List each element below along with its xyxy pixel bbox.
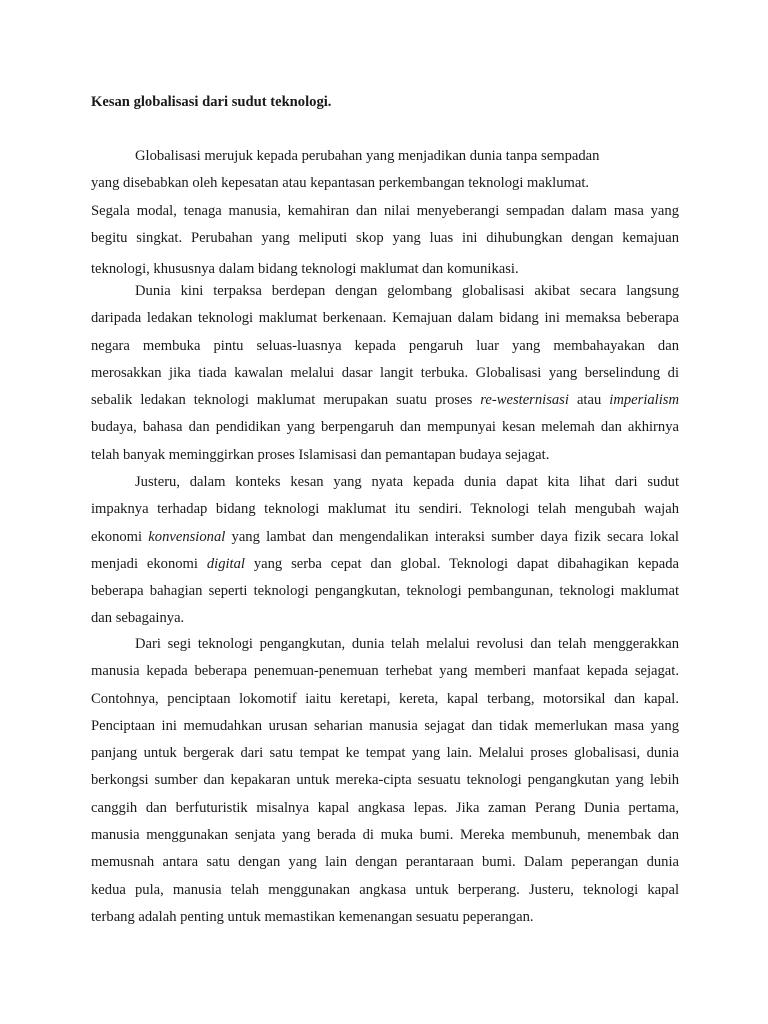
paragraph-3 (91, 472, 679, 636)
text-line: panjang untuk bergerak dari satu tempat ke tempat yang lain. Melalui proses globalisasi, dunia (91, 745, 679, 762)
text-line: begitu singkat. Perubahan yang meliputi skop yang luas ini dihubungkan dengan kemajuan (91, 229, 679, 246)
text-line: berkongsi sumber dan kepakaran untuk mereka-cipta sesuatu teknologi pengangkutan yang lebih (91, 772, 679, 789)
text-line: manusia kepada beberapa penemuan-penemuan terhebat yang memberi manfaat kepada sejagat. (91, 663, 679, 680)
text-line: Segala modal, tenaga manusia, kemahiran dan nilai menyeberangi sempadan dalam masa yang (91, 202, 679, 219)
text-segment: ekonomi (91, 528, 149, 545)
text-line: Globalisasi merujuk kepada perubahan yang menjadikan dunia tanpa sempadan (135, 148, 600, 164)
text-line-mixed (91, 527, 679, 554)
text-line: beberapa bahagian seperti teknologi pengangkutan, teknologi pembangunan, teknologi maklumat (91, 583, 679, 600)
text-line: daripada ledakan teknologi maklumat berkenaan. Kemajuan dalam bidang ini memaksa beberapa (91, 310, 679, 327)
text-line: Justeru, dalam konteks kesan yang nyata kepada dunia dapat kita lihat dari sudut (135, 474, 679, 490)
text-segment: menjadi ekonomi (91, 555, 207, 572)
text-segment: atau (568, 392, 610, 409)
text-line: yang disebabkan oleh kepesatan atau kepantasan perkembangan teknologi maklumat. (91, 175, 590, 192)
text-segment: yang lambat dan mengendalikan interaksi sumber daya fizik secara lokal (225, 528, 679, 545)
text-line: impaknya terhadap bidang teknologi maklumat itu sendiri. Teknologi telah mengubah wajah (91, 501, 679, 518)
text-segment: sebalik ledakan teknologi maklumat merupakan suatu proses (91, 392, 481, 409)
text-line: Penciptaan ini memudahkan urusan seharian manusia sejagat dan tidak memerlukan masa yang (91, 717, 679, 734)
text-line: negara membuka pintu seluas-luasnya kepada pengaruh luar yang membahayakan dan (91, 337, 679, 354)
text-line: merosakkan jika tiada kawalan melalui dasar langit terbuka. Globalisasi yang berselindung di (91, 364, 679, 381)
paragraph-2 (91, 281, 679, 472)
paragraph-4 (91, 634, 679, 934)
text-line: Dunia kini terpaksa berdepan dengan gelombang globalisasi akibat secara langsung (135, 283, 679, 299)
text-line: kedua pula, manusia telah menggunakan angkasa untuk berperang. Justeru, teknologi kapal (91, 881, 679, 898)
italic-term: imperialism (609, 392, 680, 409)
document-title: Kesan globalisasi dari sudut teknologi. (91, 94, 332, 110)
text-line: teknologi, khususnya dalam bidang teknologi maklumat dan komunikasi. (91, 260, 519, 277)
text-line: Contohnya, penciptaan lokomotif iaitu keretapi, kereta, kapal terbang, motorsikal dan kapal. (91, 690, 679, 707)
text-line: telah banyak meminggirkan proses Islamisasi dan pemantapan budaya sejagat. (91, 446, 550, 463)
text-segment: yang serba cepat dan global. Teknologi dapat dibahagikan kepada (244, 555, 679, 572)
italic-term: re-westernisasi (480, 392, 569, 409)
text-line: canggih dan berfuturistik misalnya kapal angkasa lepas. Jika zaman Perang Dunia pertama, (91, 799, 679, 816)
text-line: terbang adalah penting untuk memastikan kemenangan sesuatu peperangan. (91, 908, 534, 925)
text-line-mixed (91, 554, 679, 581)
text-line-mixed (91, 390, 679, 417)
text-line: manusia menggunakan senjata yang berada di muka bumi. Mereka membunuh, menembak dan (91, 827, 679, 844)
text-line: dan sebagainya. (91, 610, 185, 627)
paragraph-1 (91, 146, 679, 286)
italic-term: digital (206, 555, 245, 572)
text-line: Dari segi teknologi pengangkutan, dunia telah melalui revolusi dan telah menggerakkan (135, 636, 679, 652)
text-line: memusnah antara satu dengan yang lain dengan perantaraan bumi. Dalam peperangan dunia (91, 854, 679, 871)
italic-term: konvensional (148, 528, 226, 545)
text-line: budaya, bahasa dan pendidikan yang berpengaruh dan mempunyai kesan melemah dan akhirnya (91, 419, 679, 436)
